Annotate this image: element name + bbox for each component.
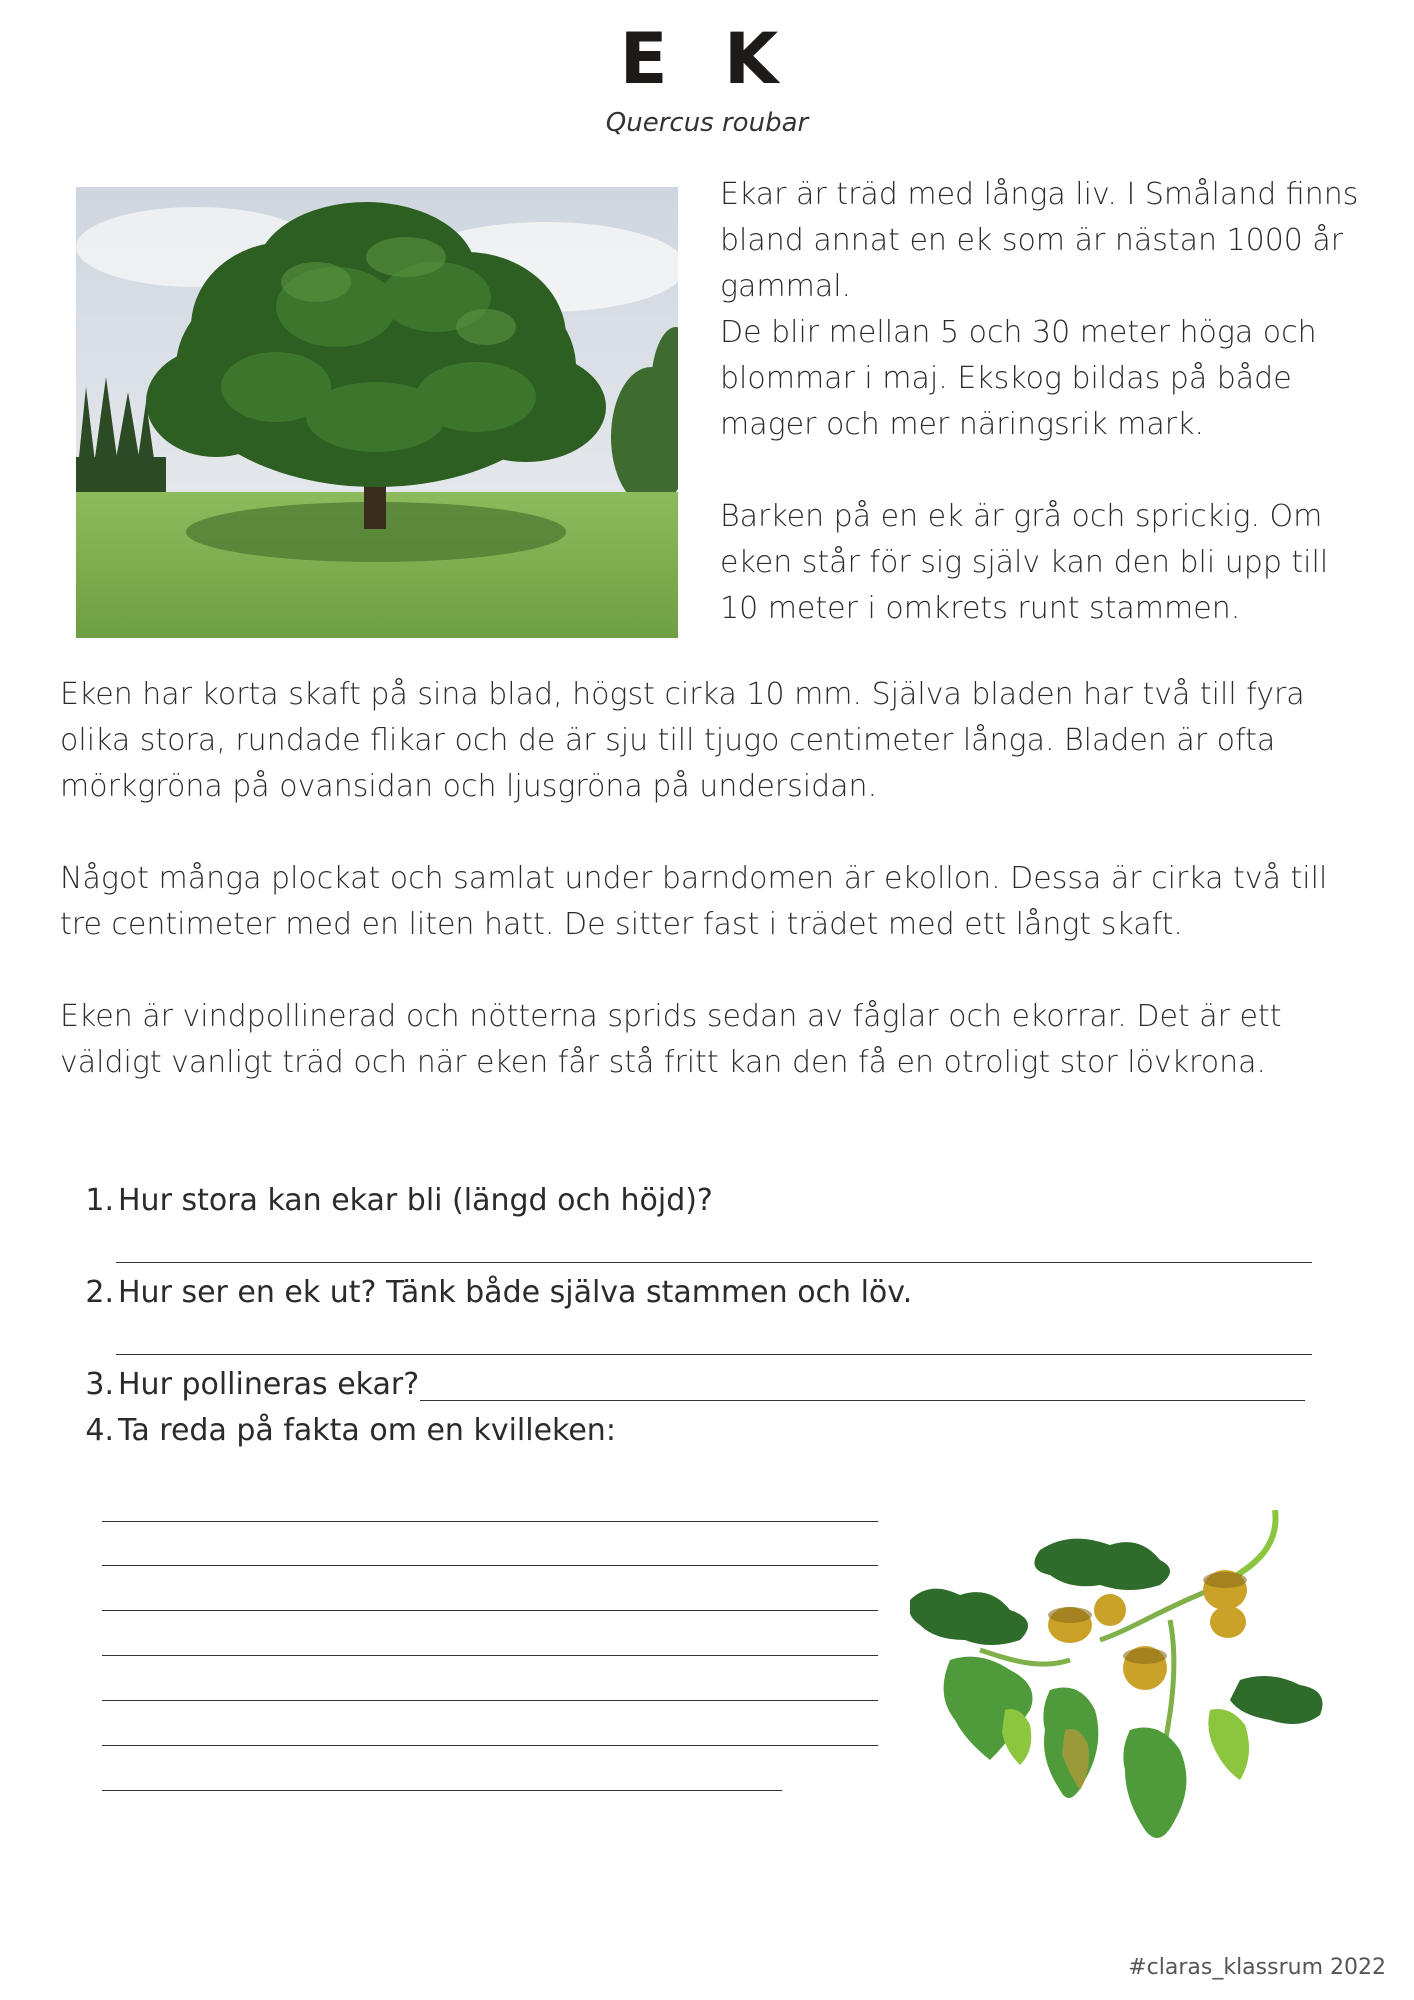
- question-number: 4.: [85, 1413, 114, 1448]
- intro-paragraph-3: Barken på en ek är grå och sprickig. Om eken står för sig själv kan den bli upp till 10 meter i omkrets runt stammen.: [720, 499, 1329, 626]
- oak-leaves-acorns-illustration: [910, 1510, 1340, 1855]
- question-text: Ta reda på fakta om en kvilleken:: [118, 1413, 616, 1448]
- footer-credit: #claras_klassrum 2022: [1128, 1955, 1386, 1980]
- writing-line[interactable]: [102, 1745, 878, 1746]
- writing-line[interactable]: [102, 1610, 878, 1611]
- intro-text: [720, 172, 1360, 632]
- question-number: 3.: [85, 1367, 114, 1402]
- writing-line[interactable]: [102, 1790, 782, 1791]
- question-text: Hur stora kan ekar bli (längd och höjd)?: [118, 1183, 713, 1218]
- writing-line[interactable]: [102, 1521, 878, 1522]
- intro-paragraph-2: De blir mellan 5 och 30 meter höga och blommar i maj. Ekskog bildas på både mager och mer näringsrik mark.: [720, 315, 1317, 442]
- answer-line-3[interactable]: [420, 1400, 1305, 1401]
- writing-line[interactable]: [102, 1565, 878, 1566]
- writing-line[interactable]: [102, 1700, 878, 1701]
- question-text: Hur ser en ek ut? Tänk både själva stammen och löv.: [118, 1275, 913, 1310]
- question-text: Hur pollineras ekar?: [118, 1367, 420, 1402]
- body-text: [60, 672, 1360, 1132]
- body-paragraph-2: Något många plockat och samlat under barndomen är ekollon. Dessa är cirka två till tre centimeter med en liten hatt. De sitter fast i trädet med ett långt skaft.: [60, 861, 1328, 942]
- question-number: 2.: [85, 1275, 114, 1310]
- question-number: 1.: [85, 1183, 114, 1218]
- writing-line[interactable]: [102, 1655, 878, 1656]
- answer-line-1[interactable]: [116, 1262, 1312, 1263]
- page-title: E K: [619, 18, 795, 100]
- intro-paragraph-1: Ekar är träd med långa liv. I Småland finns bland annat en ek som är nästan 1000 år gammal.: [720, 177, 1359, 304]
- body-paragraph-3: Eken är vindpollinerad och nötterna sprids sedan av fåglar och ekorrar. Det är ett väldigt vanligt träd och när eken får stå fritt kan den få en otroligt stor lövkrona.: [60, 999, 1282, 1080]
- body-paragraph-1: Eken har korta skaft på sina blad, högst cirka 10 mm. Själva bladen har två till fyra olika stora, rundade flikar och de är sju till tjugo centimeter långa. Bladen är ofta mörkgröna på ovansidan och ljusgröna på undersidan.: [60, 677, 1305, 804]
- oak-tree-photo: [76, 187, 678, 638]
- latin-name: Quercus roubar: [605, 108, 809, 138]
- answer-line-2[interactable]: [116, 1354, 1312, 1355]
